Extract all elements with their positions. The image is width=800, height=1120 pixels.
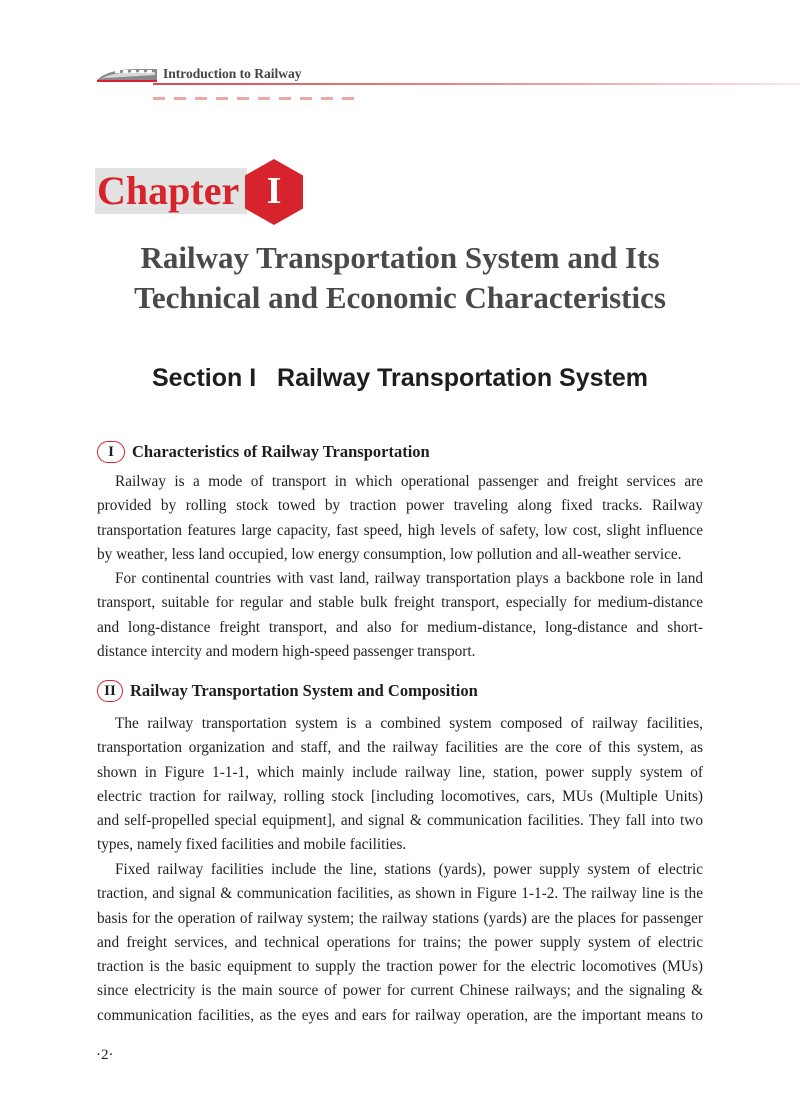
text-line: Fixed railway facilities include the line, stations (yards), power supply system of electric: [115, 861, 703, 878]
chapter-title: [80, 238, 720, 318]
paragraph-2: [97, 567, 703, 664]
train-icon: [95, 64, 161, 86]
subsection-number-badge: II: [97, 680, 123, 702]
subsection-title: Characteristics of Railway Transportation: [132, 442, 430, 461]
paragraph-1: [97, 470, 703, 567]
text-line: shown in Figure 1-1-1, which mainly include railway line, station, power supply system of: [97, 763, 703, 781]
text-line: distance intercity and modern high-speed passenger transport.: [97, 642, 476, 660]
text-line: transportation features large capacity, fast speed, high levels of safety, low cost, slight influence: [97, 521, 703, 539]
text-line: communication facilities, as the eyes and ears for railway operation, are the important means to: [97, 1006, 703, 1024]
text-line: transportation organization and staff, and the railway facilities are the core of this system, as: [97, 739, 703, 757]
text-line: transport, suitable for regular and stable bulk freight transport, especially for medium-distance: [97, 594, 703, 612]
paragraph-4: [97, 858, 703, 1028]
running-title: Introduction to Railway: [163, 66, 302, 81]
text-line: by weather, less land occupied, low energy consumption, low pollution and all-weather service.: [97, 545, 682, 563]
chapter-label: Chapter: [95, 168, 247, 214]
subsection-heading-1: [97, 440, 430, 464]
text-line: and self-propelled special equipment], and signal & communication facilities. They fall into two: [97, 812, 703, 830]
text-line: traction is the basic equipment to supply the traction power for the electric locomotives (MUs): [97, 958, 703, 976]
section-title: Section I Railway Transportation System: [152, 364, 648, 392]
text-line: basis for the operation of railway system; the railway stations (yards) are the places for passenger: [97, 909, 703, 927]
text-line: types, namely fixed facilities and mobile facilities.: [97, 836, 407, 854]
text-line: The railway transportation system is a combined system composed of railway facilities,: [115, 715, 703, 732]
text-line: and long-distance freight transport, and also for medium-distance, long-distance and short-: [97, 618, 703, 636]
header-rule: [153, 83, 800, 85]
text-line: since electricity is the main source of power for current Chinese railways; and the signaling &: [97, 982, 703, 1000]
header-dash-decoration: [153, 87, 363, 105]
subsection-title: Railway Transportation System and Composition: [130, 681, 478, 700]
text-line: provided by rolling stock towed by traction power traveling along fixed tracks. Railway: [97, 497, 703, 515]
subsection-heading-2: [97, 679, 478, 703]
text-line: Railway is a mode of transport in which operational passenger and freight services are: [115, 473, 703, 490]
chapter-title-line-1: Railway Transportation System and Its: [140, 240, 660, 275]
running-header: [95, 62, 800, 96]
paragraph-3: [97, 712, 703, 858]
subsection-number-badge: I: [97, 441, 125, 463]
chapter-title-line-2: Technical and Economic Characteristics: [134, 280, 666, 315]
chapter-number: I: [266, 170, 282, 212]
text-line: traction, and signal & communication facilities, as shown in Figure 1-1-2. The railway line is the: [97, 885, 703, 903]
text-line: electric traction for railway, rolling stock [including locomotives, cars, MUs (Multiple Units): [97, 787, 703, 805]
text-line: and freight services, and technical operations for trains; the power supply system of electric: [97, 933, 703, 951]
page-number: ·2·: [96, 1047, 114, 1063]
text-line: For continental countries with vast land, railway transportation plays a backbone role in land: [115, 570, 703, 587]
